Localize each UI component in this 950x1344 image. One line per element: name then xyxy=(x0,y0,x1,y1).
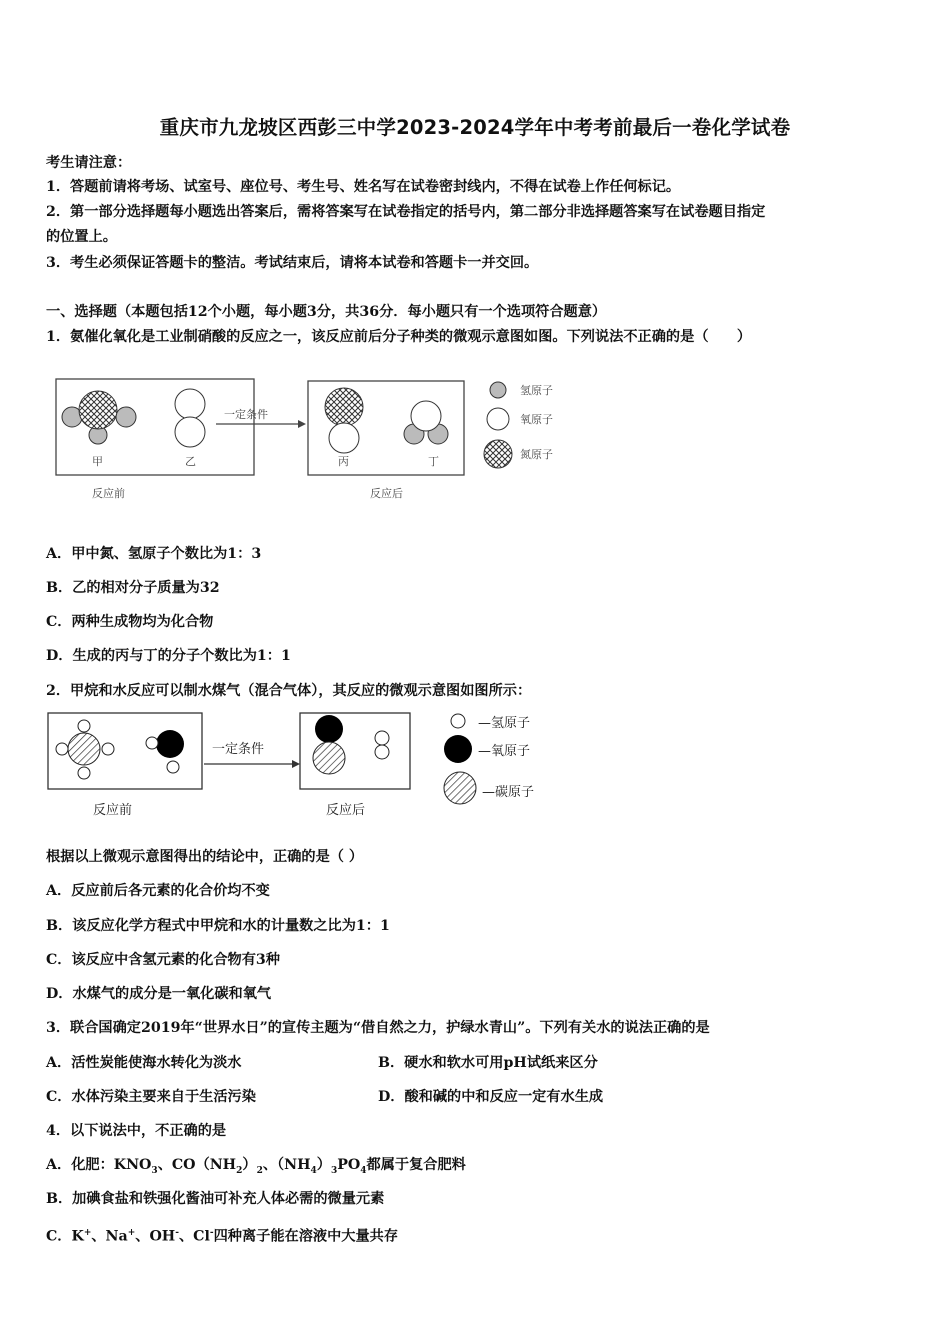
q1-option-b: B．乙的相对分子质量为32 xyxy=(46,580,220,596)
legend-hydrogen: —氢原子 xyxy=(478,716,531,731)
label-before: 反应前 xyxy=(92,487,125,500)
label-after: 反应后 xyxy=(370,487,403,500)
arrow-label: 一定条件 xyxy=(212,742,265,757)
notice-item: 2．第一部分选择题每小题选出答案后，需将答案写在试卷指定的括号内，第二部分非选择题答案写在试卷题目指定 xyxy=(46,204,766,220)
legend-oxygen: 氧原子 xyxy=(520,413,553,426)
q2-option-a: A．反应前后各元素的化合价均不变 xyxy=(46,883,270,899)
legend-nitrogen-icon xyxy=(484,440,512,468)
q3-option-b: B．硬水和软水可用pH试纸来区分 xyxy=(378,1055,598,1071)
q1-before-box xyxy=(56,379,254,475)
hydrogen-atom xyxy=(56,743,68,755)
legend-oxygen-icon xyxy=(444,735,472,763)
oxygen-atom xyxy=(315,715,343,743)
q3-option-c: C．水体污染主要来自于生活污染 xyxy=(46,1089,256,1105)
q2-option-d: D．水煤气的成分是一氧化碳和氧气 xyxy=(46,986,272,1002)
q2-option-c: C．该反应中含氢元素的化合物有3种 xyxy=(46,952,280,968)
hydrogen-atom xyxy=(102,743,114,755)
q2-option-b: B．该反应化学方程式中甲烷和水的计量数之比为1：1 xyxy=(46,918,390,934)
arrow-label: 一定条件 xyxy=(224,408,268,421)
oxygen-atom xyxy=(411,401,441,431)
label-bing: 丙 xyxy=(338,455,349,468)
nitrogen-atom xyxy=(325,388,363,426)
oxygen-atom xyxy=(329,423,359,453)
section-heading: 一、选择题（本题包括12个小题，每小题3分，共36分．每小题只有一个选项符合题意） xyxy=(46,304,607,320)
q1-option-c: C．两种生成物均为化合物 xyxy=(46,614,214,630)
question-2-stem: 2．甲烷和水反应可以制水煤气（混合气体），其反应的微观示意图如图所示： xyxy=(46,683,532,699)
oxygen-atom xyxy=(175,389,205,419)
q3-option-a: A．活性炭能使海水转化为淡水 xyxy=(46,1055,242,1071)
nitrogen-atom xyxy=(79,391,117,429)
q4-option-a: A．化肥：$KNO_3$、$CO(NH_2)_2$、$(NH_4)_3PO_4$都属于复合肥料 xyxy=(46,1157,466,1176)
oxygen-atom xyxy=(175,417,205,447)
q1-reaction-diagram xyxy=(40,372,580,507)
carbon-atom xyxy=(68,733,100,765)
hydrogen-atom xyxy=(146,737,158,749)
label-before: 反应前 xyxy=(93,803,133,818)
label-jia: 甲 xyxy=(92,455,103,468)
question-4-stem: 4．以下说法中，不正确的是 xyxy=(46,1123,227,1139)
hydrogen-atom xyxy=(78,767,90,779)
hydrogen-atom xyxy=(116,407,136,427)
notice-heading: 考生请注意： xyxy=(46,155,132,171)
oxygen-atom xyxy=(156,730,184,758)
legend-hydrogen: 氢原子 xyxy=(520,384,553,397)
hydrogen-atom xyxy=(78,720,90,732)
q3-option-d: D．酸和碱的中和反应一定有水生成 xyxy=(378,1089,604,1105)
q4-option-c: C．K+、Na+、OH-、Cl-四种离子能在溶液中大量共存 xyxy=(46,1228,399,1245)
legend-hydrogen-icon xyxy=(451,714,465,728)
hydrogen-atom xyxy=(375,731,389,745)
page-title: 重庆市九龙坡区西彭三中学2023-2024学年中考考前最后一卷化学试卷 xyxy=(159,116,791,139)
q2-reaction-diagram xyxy=(46,710,566,825)
question-3-stem: 3．联合国确定2019年“世界水日”的宣传主题为“借自然之力，护绿水青山”。下列有关水的说法正确的是 xyxy=(46,1020,710,1036)
q1-option-a: A．甲中氮、氢原子个数比为1：3 xyxy=(46,546,262,562)
legend-oxygen-icon xyxy=(487,408,509,430)
q1-option-d: D．生成的丙与丁的分子个数比为1：1 xyxy=(46,648,291,664)
legend-nitrogen: 氮原子 xyxy=(520,448,553,461)
hydrogen-atom xyxy=(375,745,389,759)
notice-item: 1．答题前请将考场、试室号、座位号、考生号、姓名写在试卷密封线内，不得在试卷上作任何标记。 xyxy=(46,179,681,195)
label-after: 反应后 xyxy=(326,803,366,818)
label-ding: 丁 xyxy=(428,455,439,468)
carbon-atom xyxy=(313,742,345,774)
q4-option-b: B．加碘食盐和铁强化酱油可补充人体必需的微量元素 xyxy=(46,1191,385,1207)
notice-item: 3．考生必须保证答题卡的整洁。考试结束后，请将本试卷和答题卡一并交回。 xyxy=(46,255,539,271)
hydrogen-atom xyxy=(167,761,179,773)
legend-carbon-icon xyxy=(444,772,476,804)
label-yi: 乙 xyxy=(185,455,196,468)
notice-item: 的位置上。 xyxy=(46,229,117,245)
q2-question: 根据以上微观示意图得出的结论中，正确的是（ ） xyxy=(46,849,364,865)
legend-carbon: —碳原子 xyxy=(482,785,535,800)
legend-hydrogen-icon xyxy=(490,382,506,398)
question-1-stem: 1．氨催化氧化是工业制硝酸的反应之一，该反应前后分子种类的微观示意图如图。下列说法不正确的是（ ） xyxy=(46,329,752,345)
legend-oxygen: —氧原子 xyxy=(478,744,531,759)
